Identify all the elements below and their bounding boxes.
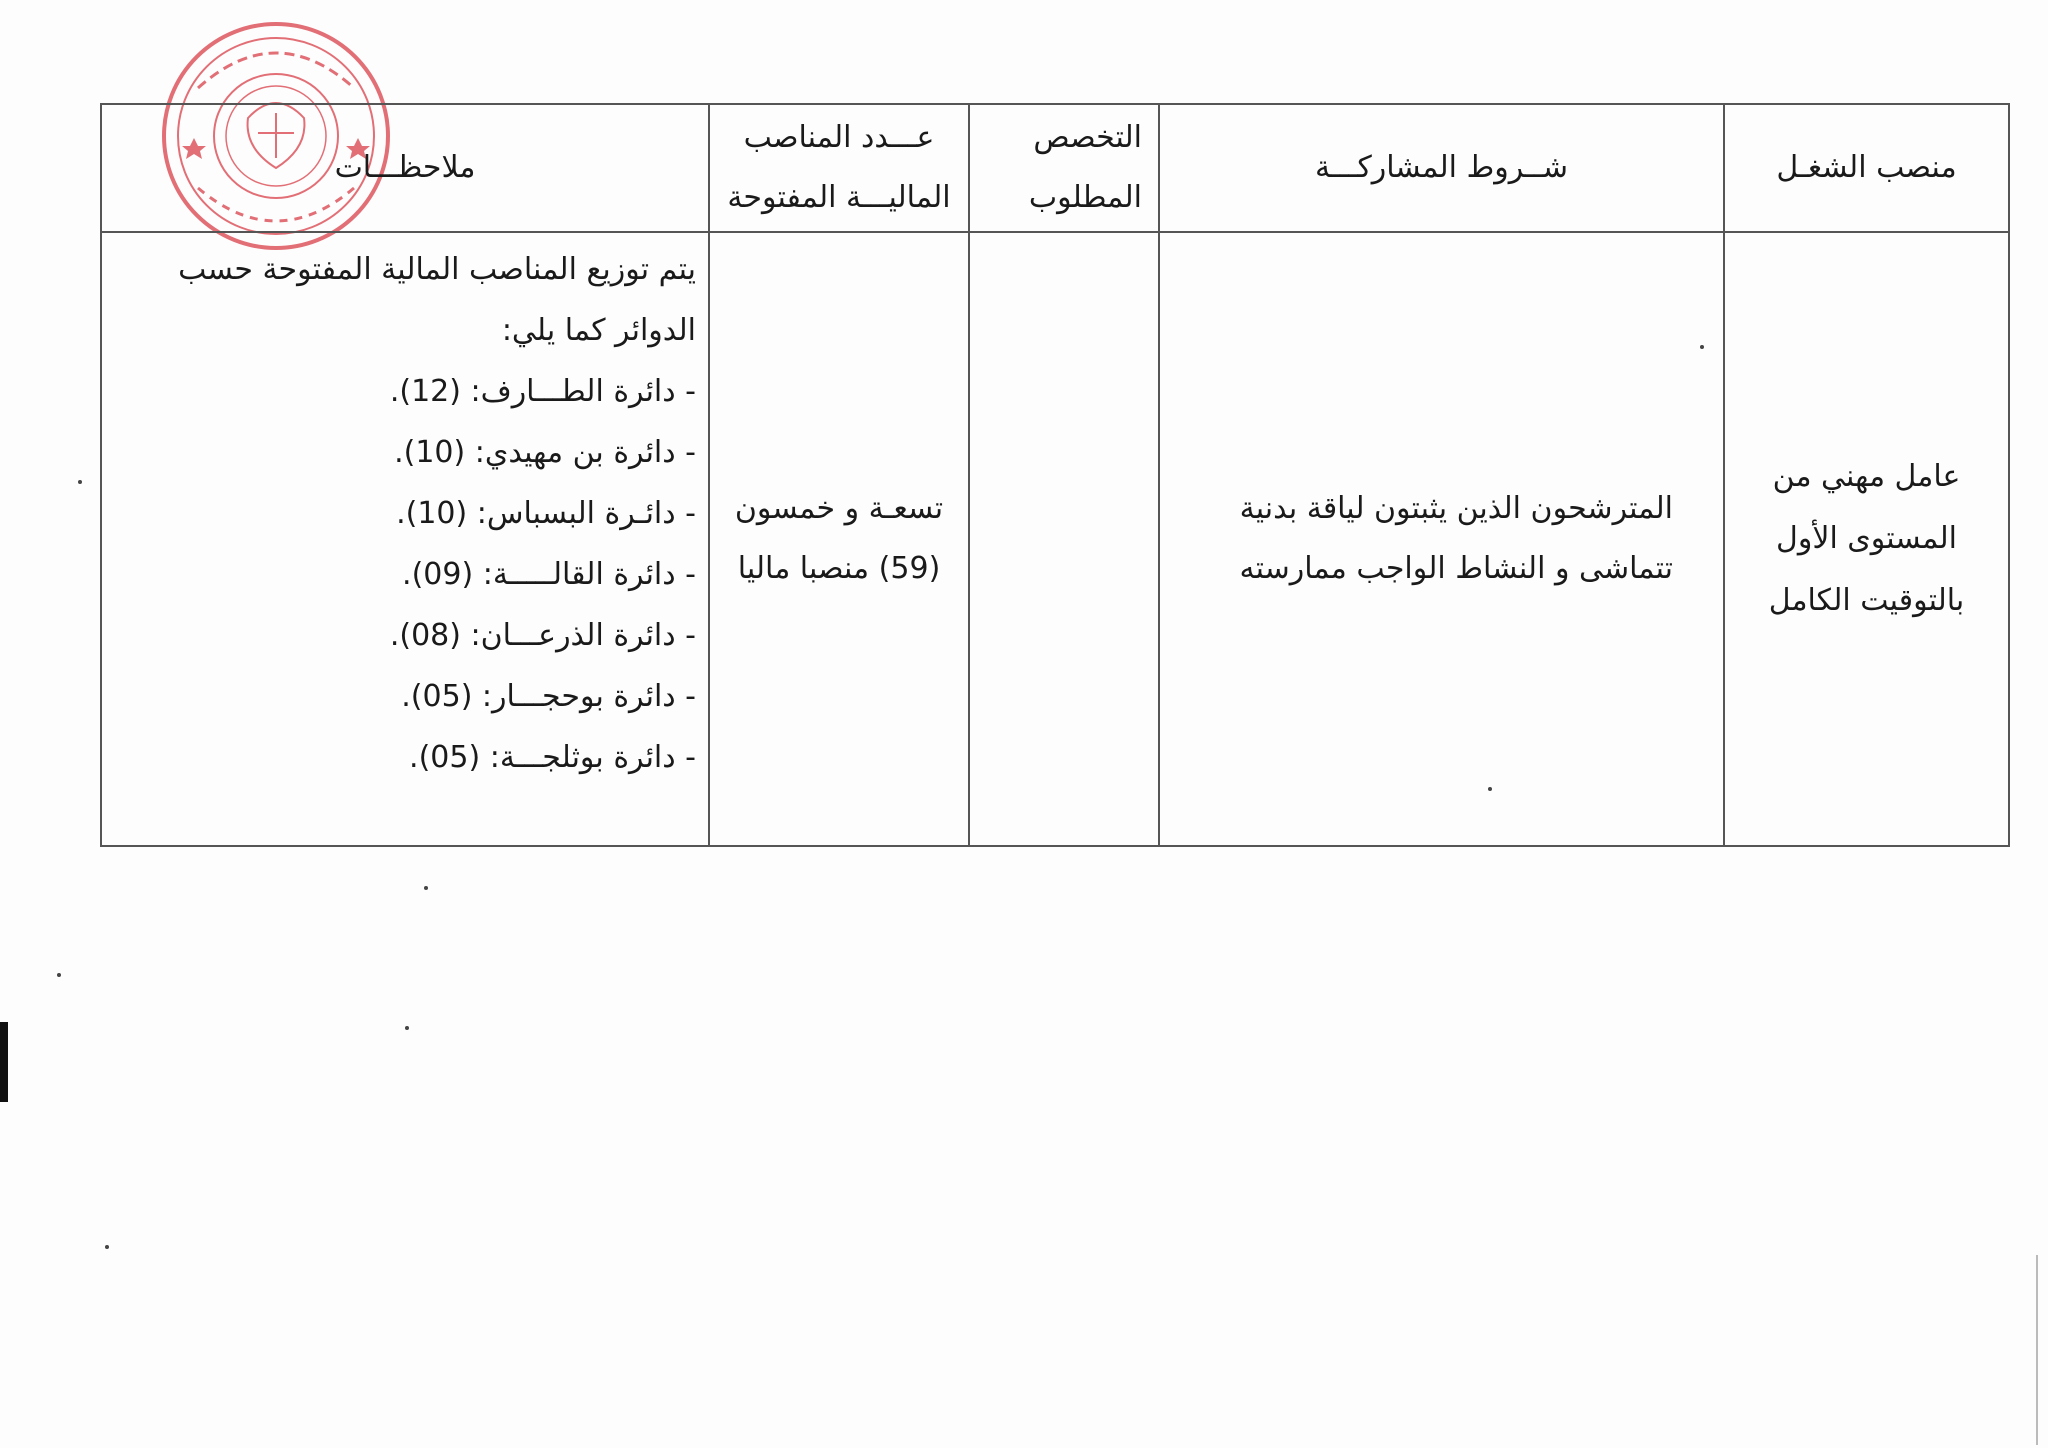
notes-list — [118, 361, 696, 788]
list-item: - دائـرة البسباس: (10). — [396, 496, 696, 531]
scan-speck — [1700, 345, 1704, 349]
scan-speck — [105, 1245, 109, 1249]
cell-count — [709, 232, 969, 846]
job-line-2: المستوى الأول — [1776, 521, 1957, 556]
scan-speck — [424, 886, 428, 890]
count-line-1: تسعـة و خمسون — [734, 491, 944, 526]
cell-conditions — [1159, 232, 1724, 846]
job-line-3: بالتوقيت الكامل — [1768, 583, 1965, 618]
count-line-2: (59) منصبا ماليا — [737, 551, 941, 586]
list-item: - دائرة بوثلجـــة: (05). — [409, 740, 696, 775]
cell-notes — [101, 232, 709, 846]
header-notes: ملاحظـــات — [101, 104, 709, 232]
cell-specialty — [969, 232, 1159, 846]
notes-intro: يتم توزيع المناصب المالية المفتوحة حسب الدوائر كما يلي: — [178, 252, 696, 348]
conditions-line-2: تتماشى و النشاط الواجب ممارسته — [1239, 551, 1673, 586]
header-count-line2: الماليـــة المفتوحة — [727, 180, 951, 215]
header-specialty — [969, 104, 1159, 232]
job-line-1: عامل مهني من — [1772, 459, 1961, 494]
header-count — [709, 104, 969, 232]
scan-speck — [78, 480, 82, 484]
cell-job-title — [1724, 232, 2009, 846]
list-item: - دائرة القالـــــة: (09). — [402, 557, 696, 592]
jobs-table — [100, 103, 2010, 847]
list-item: - دائرة الذرعـــان: (08). — [389, 618, 696, 653]
scan-speck — [57, 973, 61, 977]
list-item: - دائرة بوحجـــار: (05). — [401, 679, 696, 714]
header-job: منصب الشغـل — [1724, 104, 2009, 232]
list-item: - دائرة الطـــارف: (12). — [389, 374, 696, 409]
scan-edge-line — [2036, 1255, 2038, 1445]
header-count-line1: عـــدد المناصب — [743, 120, 935, 155]
scan-edge-mark — [0, 1022, 8, 1102]
header-specialty-line1: التخصص — [1033, 120, 1142, 155]
header-specialty-line2: المطلوب — [1028, 180, 1142, 215]
list-item: - دائرة بن مهيدي: (10). — [394, 435, 696, 470]
table-header-row — [101, 104, 2009, 232]
conditions-line-1: المترشحون الذين يثبتون لياقة بدنية — [1239, 491, 1673, 526]
table-row — [101, 232, 2009, 846]
header-conditions: شــروط المشاركـــة — [1159, 104, 1724, 232]
scan-speck — [1488, 787, 1492, 791]
scan-speck — [405, 1026, 409, 1030]
